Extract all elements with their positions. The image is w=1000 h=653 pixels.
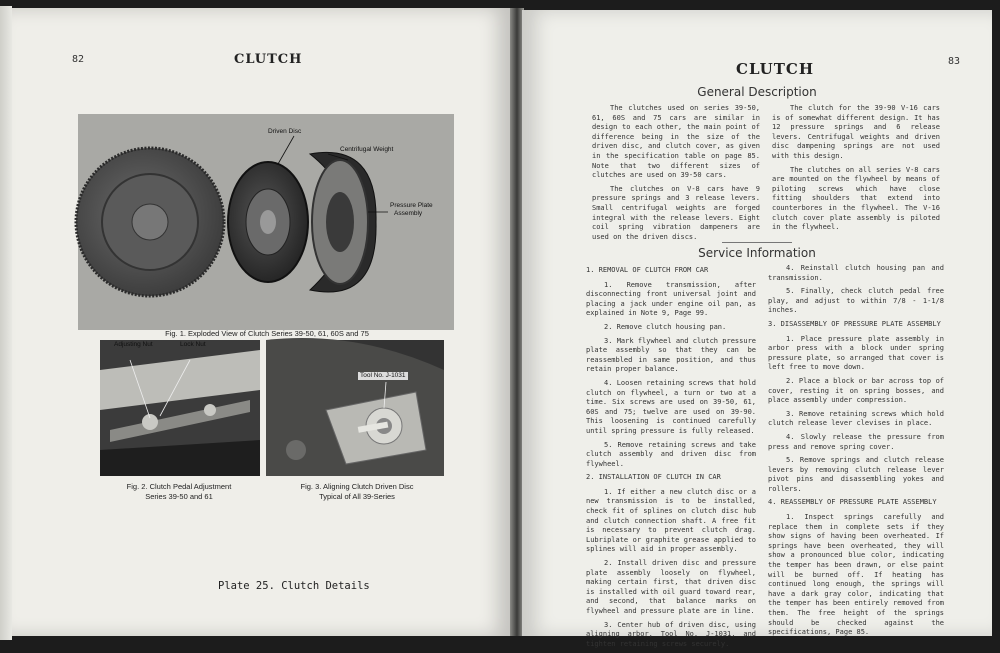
disassembly-step: 1. Place pressure plate assembly in arbor press with a block under spring pressure plate, so arranged that cover is left free to move down. bbox=[768, 334, 944, 372]
fig2-caption bbox=[94, 482, 264, 502]
removal-step: 4. Loosen retaining screws that hold clutch on flywheel, a turn or two at a time. Six screws are used on 39-50, 61, 60S and 75; twelve are used on 39-90. This loosening is continued carefully until spring pressure is fully released. bbox=[586, 378, 756, 435]
fig2-callout-adjusting-nut: Adjusting Nut bbox=[114, 341, 153, 348]
installation-step: 2. Install driven disc and pressure plate assembly loosely on flywheel, making certain first, that driven disc is installed with oil guard toward rear, and second, that balance marks on flywheel and pressure plate are in line. bbox=[586, 559, 756, 615]
installation-step: 5. Finally, check clutch pedal free play, and adjust to within 7/8 - 1-1/8 inches. bbox=[768, 287, 944, 315]
plate-caption: Plate 25. Clutch Details bbox=[218, 580, 370, 592]
fig1-photo bbox=[78, 114, 454, 330]
removal-step: 2. Remove clutch housing pan. bbox=[604, 322, 727, 331]
reassembly-step: 1. Inspect springs carefully and replace them in complete sets if they show signs of having been overheated. If springs have been overheated, they will show a pronounced blue color, indicating the temper has been drawn, or else paint will be burned off. If heating has continued long enough, the springs will have a dark gray color, indicating that the temper has been entirely removed from them. The free height of the springs should be checked against the specifications, Page 85. bbox=[768, 513, 944, 637]
page-stack-edge bbox=[0, 6, 12, 640]
fig2-caption-line2: Series 39-50 and 61 bbox=[145, 492, 213, 501]
clutch-exploded-illustration bbox=[78, 114, 454, 330]
general-paragraph: The clutch for the 39-90 V-16 cars is of somewhat different design. It has 12 pressure springs and 6 release levers. Centrifugal weights and driven disc dampening springs are not used with this design. bbox=[772, 104, 940, 160]
removal-step: 3. Mark flywheel and clutch pressure plate assembly so that they can be reassembled in same position, and thus retain proper balance. bbox=[586, 336, 756, 374]
fig1-callout-centrifugal-weight: Centrifugal Weight bbox=[340, 146, 394, 153]
left-page-title: CLUTCH bbox=[234, 52, 303, 67]
fig2-caption-line1: Fig. 2. Clutch Pedal Adjustment bbox=[126, 482, 232, 491]
installation-step: 4. Reinstall clutch housing pan and transmission. bbox=[768, 264, 944, 282]
service-information-title: Service Information bbox=[698, 246, 816, 260]
general-description-title: General Description bbox=[697, 85, 817, 99]
fig1-callout-pressure-plate: Pressure Plate bbox=[390, 202, 433, 209]
fig3-tool-label: Tool No. J-1031 bbox=[360, 372, 406, 379]
disassembly-step: 5. Remove springs and clutch release levers by removing clutch release lever pivot pins and disassembling yokes and rollers. bbox=[768, 456, 944, 493]
fig1-callout-assembly: Assembly bbox=[394, 210, 423, 217]
disassembly-heading: 3. DISASSEMBLY OF PRESSURE PLATE ASSEMBLY bbox=[768, 319, 941, 328]
removal-heading: 1. REMOVAL OF CLUTCH FROM CAR bbox=[586, 266, 709, 274]
service-left-column bbox=[586, 264, 756, 653]
installation-step: 1. If either a new clutch disc or a new transmission is to be installed, check fit of splines on clutch disc hub and clutch connection shaft. A free fit is necessary to prevent clutch drag. Lubriplate or graphite grease applied to splines will aid in proper assembly. bbox=[586, 487, 756, 554]
disassembly-step: 2. Place a block or bar across top of cover, resting it on spring bosses, and place assembly under compression. bbox=[768, 376, 944, 405]
fig3-caption-line1: Fig. 3. Aligning Clutch Driven Disc bbox=[300, 482, 414, 491]
reassembly-heading: 4. REASSEMBLY OF PRESSURE PLATE ASSEMBLY bbox=[768, 498, 937, 507]
fig3-caption-line2: Typical of All 39-Series bbox=[319, 492, 395, 501]
installation-step: 3. Center hub of driven disc, using aligning arbor, Tool No. J-1031, and tighten retaining screws securely. bbox=[586, 620, 756, 648]
right-page-title: CLUTCH bbox=[736, 60, 815, 78]
removal-step: 1. Remove transmission, after disconnecting front universal joint and placing a jack under engine oil pan, as explained in Note 9, Page 99. bbox=[586, 280, 756, 318]
fig3-photo bbox=[266, 340, 444, 476]
disassembly-step: 4. Slowly release the pressure from press and remove spring cover. bbox=[768, 432, 944, 451]
clutch-pedal-illustration bbox=[100, 340, 260, 476]
section-divider bbox=[722, 242, 792, 243]
removal-step: 5. Remove retaining screws and take clutch assembly and driven disc from flywheel. bbox=[586, 440, 756, 468]
disassembly-step: 3. Remove retaining screws which hold clutch release lever clevises in place. bbox=[768, 409, 944, 428]
installation-heading: 2. INSTALLATION OF CLUTCH IN CAR bbox=[586, 473, 721, 482]
fig1-caption: Fig. 1. Exploded View of Clutch Series 39-50, 61, 60S and 75 bbox=[165, 329, 369, 338]
right-page-number: 83 bbox=[948, 56, 961, 67]
general-paragraph: The clutches on V-8 cars have 9 pressure springs and 3 release levers. Small centrifugal weights are forged integral with the release levers. Eight coil spring vibration dampeners are used on the driven discs. bbox=[592, 184, 760, 241]
left-page bbox=[12, 8, 512, 636]
right-page bbox=[522, 10, 992, 648]
general-left-column bbox=[592, 104, 760, 246]
general-paragraph: The clutches on all series V-8 cars are mounted on the flywheel by means of piloting screws which have close fitting shoulders that extend into counterbores in the flywheel. The V-16 clutch cover plate assembly is piloted in the flywheel. bbox=[772, 165, 940, 232]
aligning-tool-illustration bbox=[266, 340, 444, 476]
fig2-photo bbox=[100, 340, 260, 476]
general-paragraph: The clutches used on series 39-50, 61, 60S and 75 cars are similar in design to each other, the main point of difference being in the size of the driven disc, and clutch cover, as given in the specification table on page 85. Note that two different sizes of clutches are used on 39-50 cars. bbox=[592, 104, 760, 180]
service-right-column bbox=[768, 264, 944, 642]
fig2-callout-lock-nut: Lock Nut bbox=[180, 341, 206, 348]
left-page-number: 82 bbox=[72, 54, 85, 65]
fig3-caption bbox=[270, 482, 444, 502]
general-right-column bbox=[772, 104, 940, 237]
fig1-callout-driven-disc: Driven Disc bbox=[268, 128, 302, 135]
